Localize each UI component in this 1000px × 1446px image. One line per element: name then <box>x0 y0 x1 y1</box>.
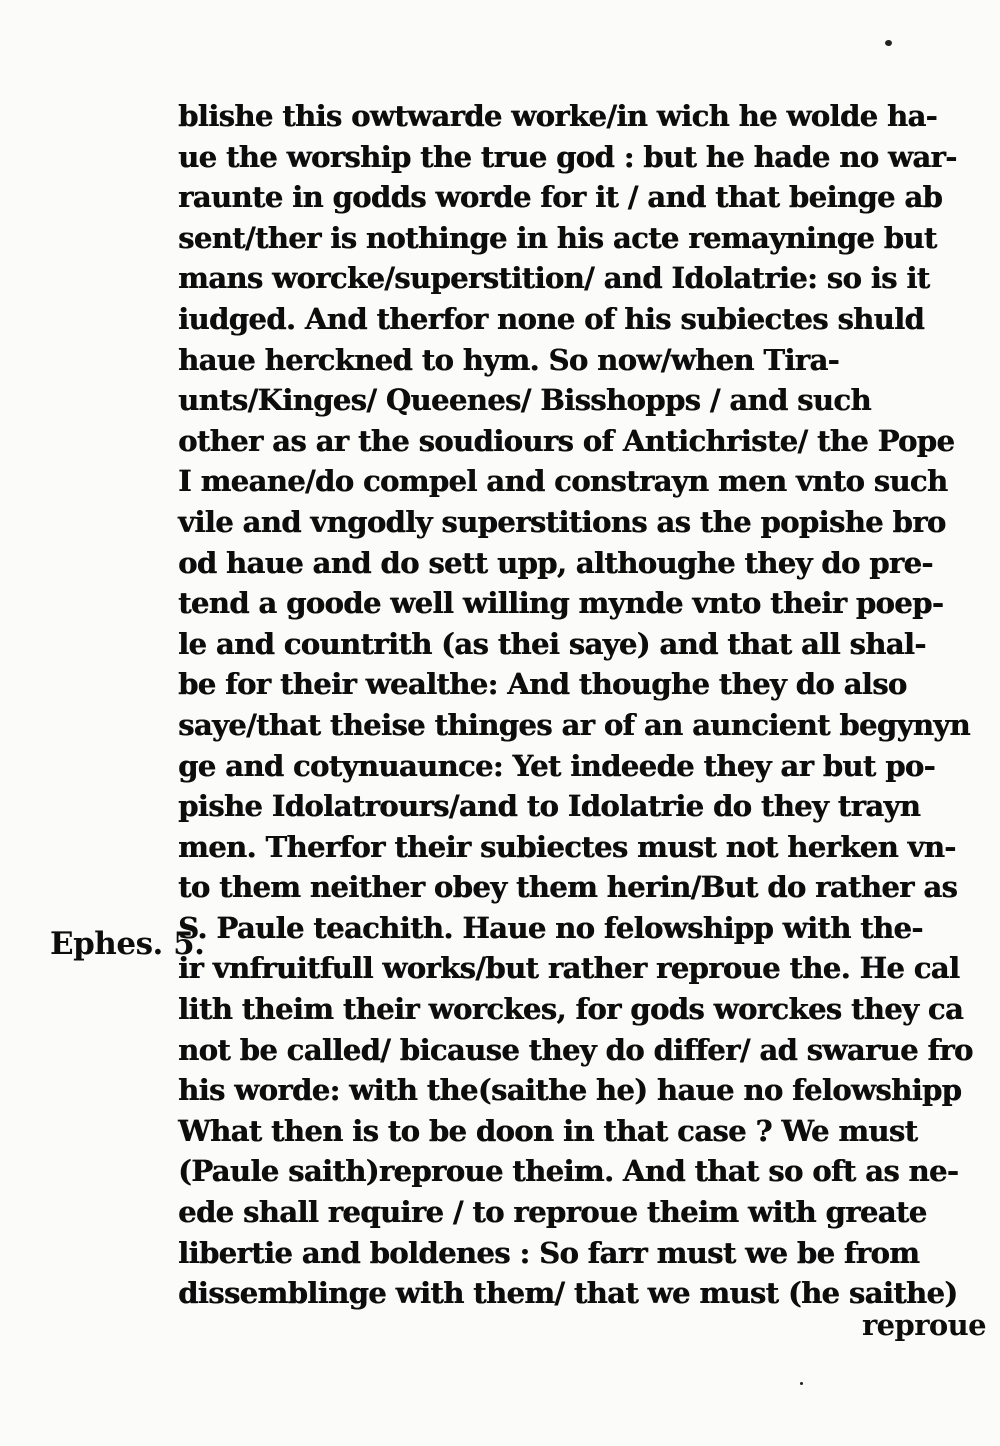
text-line: iudged. And therfor none of his subiectes shuld <box>178 301 925 336</box>
text-line: sent/ther is nothinge in his acte remayninge but <box>178 220 937 255</box>
text-line: od haue and do sett upp, althoughe they do pre- <box>178 545 933 580</box>
text-line: lith theim their worckes, for gods worckes they ca <box>178 992 964 1027</box>
text-line: be for their wealthe: And thoughe they do also <box>178 667 907 702</box>
text-line: le and countrith (as thei saye) and that all shal- <box>178 626 926 661</box>
text-line: blishe this owtwarde worke/in wich he wolde ha- <box>178 99 937 133</box>
text-line: his worde: with the(saithe he) haue no felowshipp <box>178 1073 962 1108</box>
text-line: mans worcke/superstition/ and Idolatrie: so is it <box>178 261 930 296</box>
text-line: raunte in godds worde for it / and that beinge ab <box>178 180 943 215</box>
text-line: men. Therfor their subiectes must not herken vn- <box>178 829 956 864</box>
margin-note: Ephes. 5. <box>50 926 205 962</box>
body-text <box>178 96 990 1314</box>
text-line: haue herckned to hym. So now/when Tira- <box>178 342 839 377</box>
text-line: to them neither obey them herin/But do rather as <box>178 870 958 905</box>
text-line: S. Paule teachith. Haue no felowshipp with the- <box>178 910 923 945</box>
ink-speck <box>885 40 892 46</box>
text-line: tend a goode well willing mynde vnto their poep- <box>178 586 944 621</box>
text-line: pishe Idolatrours/and to Idolatrie do they trayn <box>178 789 921 824</box>
text-line: dissemblinge with them/ that we must (he saithe) <box>178 1276 958 1311</box>
text-line: I meane/do compel and constrayn men vnto such <box>178 464 948 499</box>
text-line: libertie and boldenes : So farr must we be from <box>178 1235 920 1270</box>
text-line: other as ar the soudiours of Antichriste/ the Pope <box>178 423 955 458</box>
text-line: (Paule saith)reproue theim. And that so oft as ne- <box>178 1154 959 1189</box>
text-line: vile and vngodly superstitions as the popishe bro <box>178 504 946 539</box>
text-line: not be called/ bicause they do differ/ ad swarue fro <box>178 1032 973 1067</box>
catchword: reproue <box>862 1308 986 1342</box>
text-line: ede shall require / to reproue theim with greate <box>178 1195 927 1230</box>
text-line: ir vnfruitfull works/but rather reproue the. He cal <box>178 951 960 986</box>
text-line: ue the worship the true god : but he hade no war- <box>178 139 957 174</box>
text-line: What then is to be doon in that case ? We must <box>178 1113 918 1148</box>
text-line: saye/that theise thinges ar of an auncient begynyn <box>178 707 970 742</box>
text-line: ge and cotynuaunce: Yet indeede they ar but po- <box>178 748 935 783</box>
text-line: unts/Kinges/ Queenes/ Bisshopps / and such <box>178 383 871 418</box>
ink-speck <box>800 1382 803 1385</box>
